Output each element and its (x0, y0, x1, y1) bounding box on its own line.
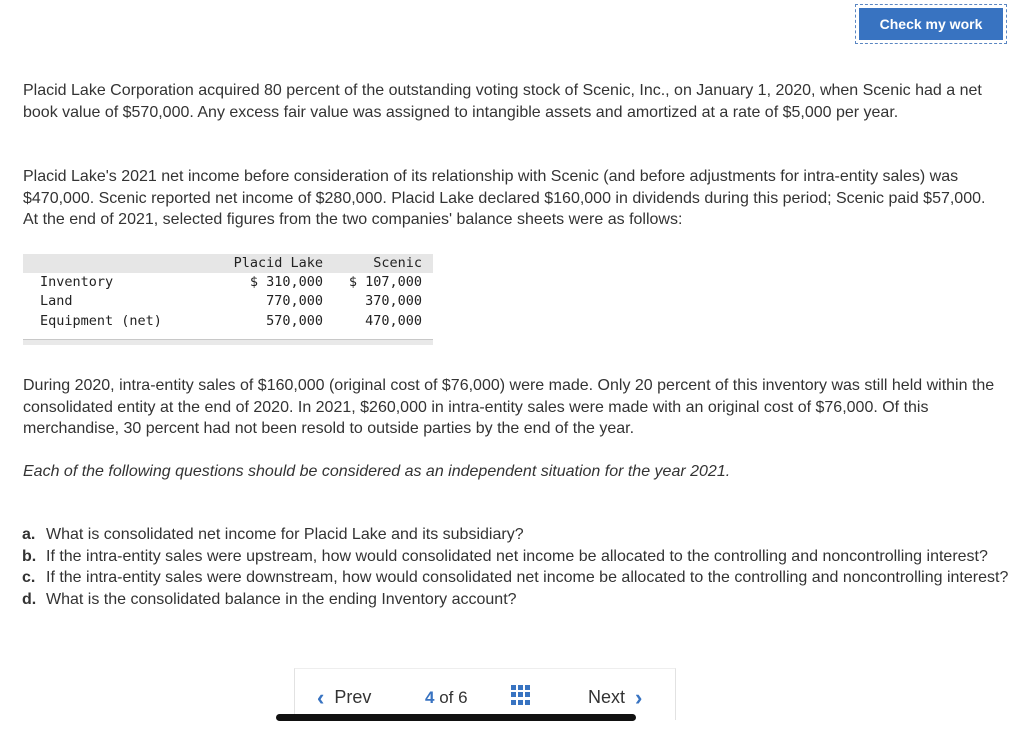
list-item (22, 546, 1012, 568)
balance-sheet-table (23, 254, 433, 345)
current-page: 4 (425, 688, 435, 707)
prev-label: Prev (334, 687, 372, 707)
problem-paragraph-2: Placid Lake's 2021 net income before consideration of its relationship with Scenic (and before adjustments for intra-entity sales) was $470,000. Scenic reported net income of $280,000. Placid Lake declared $160,000 in dividends during this period; Scenic paid $57,000. At the end of 2021, selected figures from the two companies' balance sheets were as follows: (23, 168, 986, 228)
scenic-value: $ 107,000 (348, 274, 422, 290)
question-letter: c. (22, 569, 36, 586)
table-bottom-rule (23, 339, 433, 345)
chevron-left-icon: ‹ (317, 684, 325, 710)
horizontal-scrollbar[interactable] (276, 714, 636, 721)
question-letter: a. (22, 526, 36, 543)
list-item (22, 524, 1012, 546)
question-text: If the intra-entity sales were upstream, how would consolidated net income be allocated to the controlling and noncontrolling interest? (46, 547, 988, 565)
page-indicator (425, 688, 468, 708)
total-pages: 6 (458, 688, 468, 707)
scenic-value: 470,000 (365, 312, 422, 329)
next-button[interactable] (588, 684, 643, 710)
of-label: of (439, 688, 454, 707)
question-text: If the intra-entity sales were downstream, how would consolidated net income be allocated to the controlling and noncontrolling interest? (46, 569, 1009, 586)
header-scenic: Scenic (373, 255, 422, 271)
check-my-work-focus-ring (855, 4, 1007, 44)
table-row (23, 292, 433, 311)
question-text: What is the consolidated balance in the ending Inventory account? (46, 590, 517, 608)
question-navigation (294, 668, 676, 720)
prev-button[interactable] (317, 684, 372, 710)
row-label: Inventory (40, 274, 114, 290)
question-list (22, 524, 1012, 610)
placid-value: 570,000 (266, 312, 323, 329)
placid-value: $ 310,000 (249, 274, 323, 290)
question-text: What is consolidated net income for Placid Lake and its subsidiary? (46, 526, 524, 543)
row-label: Land (40, 293, 73, 310)
check-my-work-button[interactable]: Check my work (859, 8, 1003, 40)
table-row (23, 273, 433, 292)
placid-value: 770,000 (266, 293, 323, 310)
next-label: Next (588, 687, 626, 707)
question-letter: d. (22, 590, 37, 608)
instruction-note: Each of the following questions should be considered as an independent situation for the year 2021. (23, 463, 731, 480)
header-placid-lake: Placid Lake (233, 255, 323, 271)
table-header (23, 254, 433, 273)
grid-icon[interactable] (511, 685, 531, 705)
scenic-value: 370,000 (365, 293, 422, 310)
table-row (23, 312, 433, 331)
row-label: Equipment (net) (40, 312, 162, 329)
list-item (22, 589, 1012, 611)
chevron-right-icon: › (635, 684, 643, 710)
problem-paragraph-3: During 2020, intra-entity sales of $160,000 (original cost of $76,000) were made. Only 20 percent of this inventory was still held within the consolidated entity at the end of 2020. In 2021, $260,000 in intra-entity sales were made with an original cost of $76,000. Of this merchandise, 30 percent had not been resold to outside parties by the end of the year. (23, 377, 995, 437)
problem-paragraph-1: Placid Lake Corporation acquired 80 percent of the outstanding voting stock of Scenic, Inc., on January 1, 2020, when Scenic had a net book value of $570,000. Any excess fair value was assigned to intangible assets and amortized at a rate of $5,000 per year. (23, 82, 982, 121)
list-item (22, 567, 1012, 589)
question-letter: b. (22, 547, 37, 565)
